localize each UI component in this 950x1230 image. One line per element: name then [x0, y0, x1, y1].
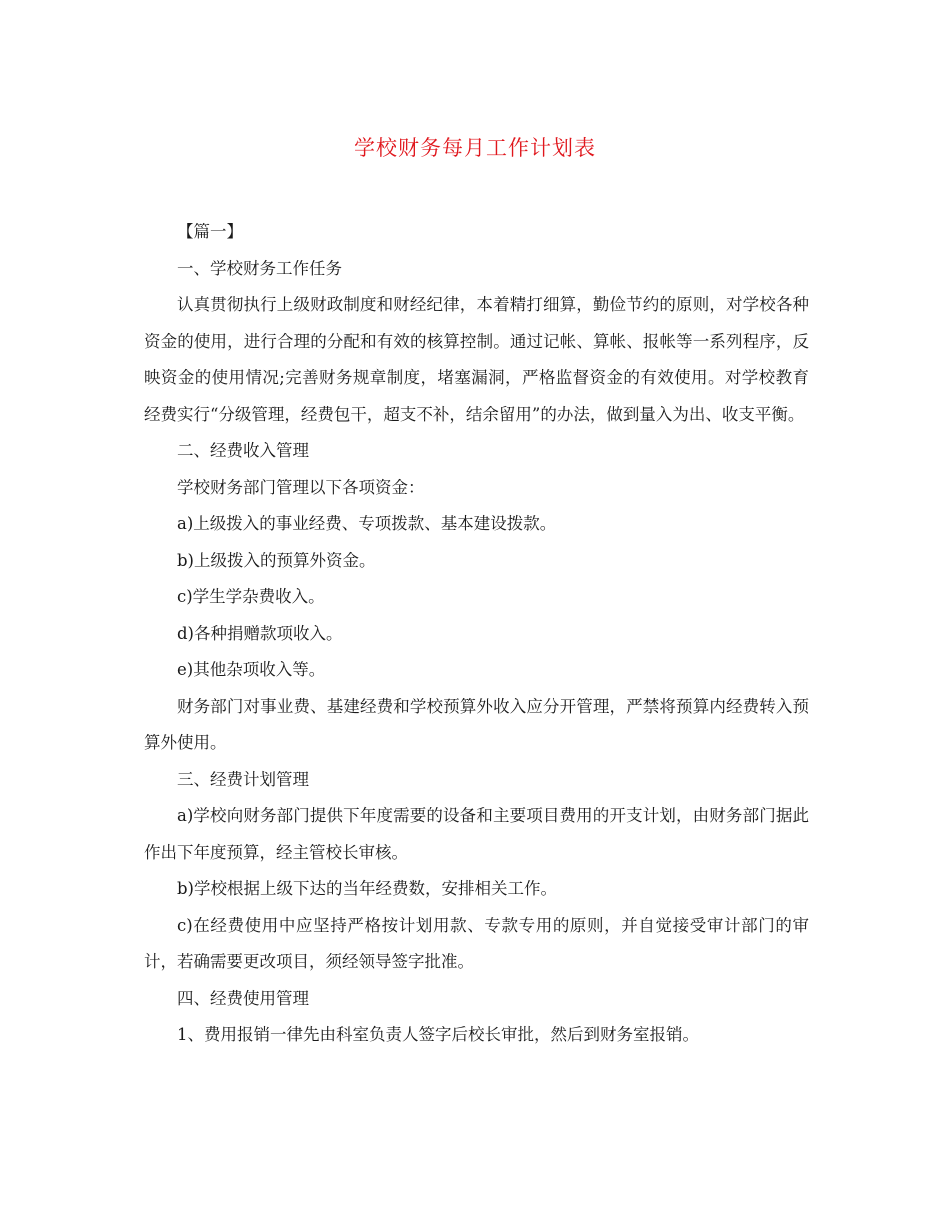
section-heading: 一、学校财务工作任务 [177, 258, 342, 278]
document-title: 学校财务每月工作计划表 [354, 136, 596, 160]
list-item: 1、费用报销一律先由科室负责人签字后校长审批，然后到财务室报销。 [177, 1025, 699, 1044]
list-item: a)上级拨入的事业经费、专项拨款、基本建设拨款。 [177, 514, 557, 533]
list-item: d)各种捐赠款项收入。 [177, 623, 343, 643]
section-label: 【篇一】 [177, 222, 243, 241]
document-body [144, 214, 809, 1054]
body-paragraph: 认真贯彻执行上级财政制度和财经纪律，本着精打细算，勤俭节约的原则，对学校各种资金的使用，进行合理的分配和有效的核算控制。通过记帐、算帐、报帐等一系列程序，反映资金的使用情况;完善财务规章制度，堵塞漏洞，严格监督资金的有效使用。对学校教育经费实行“分级管理，经费包干，超支不补，结余留用”的办法，做到量入为出、收支平衡。 [144, 295, 809, 424]
list-item: b)学校根据上级下达的当年经费数，安排相关工作。 [177, 879, 557, 898]
body-paragraph: 学校财务部门管理以下各项资金： [177, 477, 425, 497]
list-item: e)其他杂项收入等。 [177, 660, 326, 679]
list-item: a)学校向财务部门提供下年度需要的设备和主要项目费用的开支计划，由财务部门据此作出下年度预算，经主管校长审核。 [144, 806, 809, 862]
list-item: c)学生学杂费收入。 [177, 587, 325, 606]
section-heading: 四、经费使用管理 [177, 988, 309, 1008]
body-paragraph: 财务部门对事业费、基建经费和学校预算外收入应分开管理，严禁将预算内经费转入预算外使用。 [144, 696, 809, 752]
list-item: b)上级拨入的预算外资金。 [177, 550, 376, 570]
section-heading: 三、经费计划管理 [177, 769, 309, 789]
section-heading: 二、经费收入管理 [177, 441, 309, 460]
list-item: c)在经费使用中应坚持严格按计划用款、专款专用的原则，并自觉接受审计部门的审计，若确需要更改项目，须经领导签字批准。 [144, 915, 809, 971]
